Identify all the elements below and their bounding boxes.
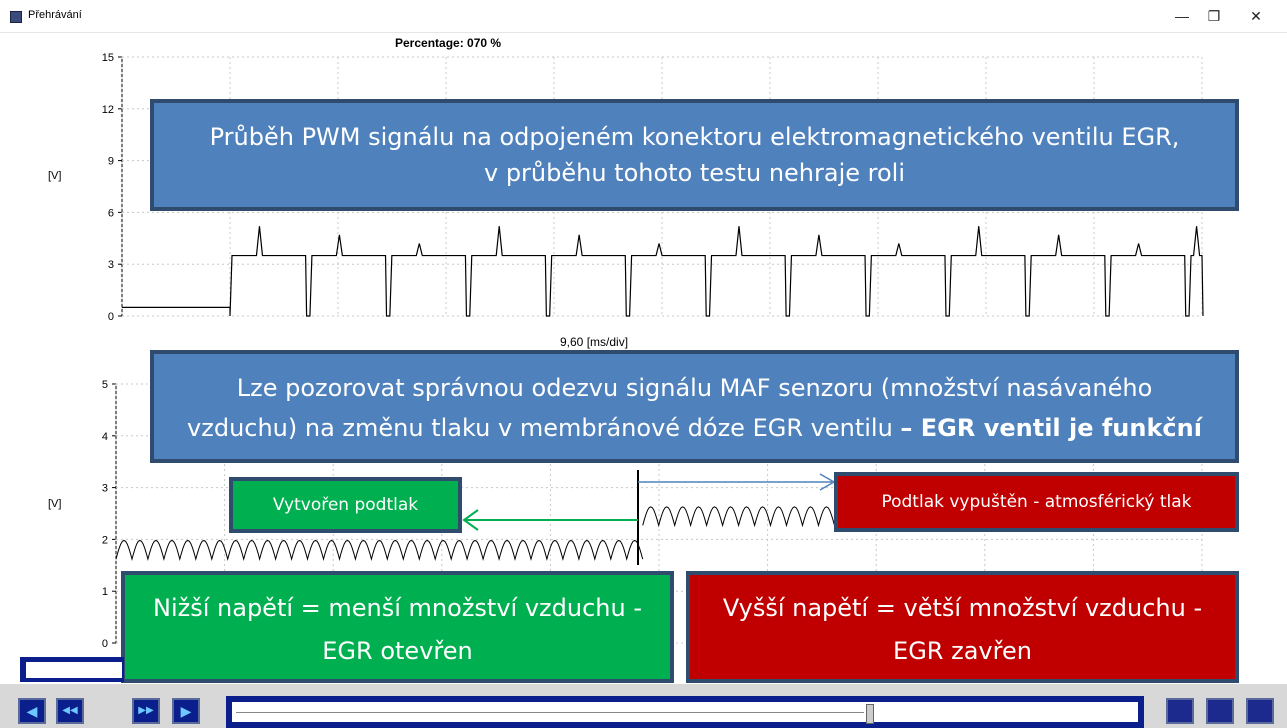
maf-note-line2-bold: – EGR ventil je funkční xyxy=(900,414,1202,442)
higher-voltage-callout xyxy=(686,571,1239,683)
lower-voltage-line1: Nižší napětí = menší množství vzduchu - xyxy=(153,594,642,622)
y-tick-label: 2 xyxy=(101,534,108,547)
y-tick-label: 3 xyxy=(107,259,114,272)
lower-voltage-callout xyxy=(121,571,674,683)
vacuum-released-callout: Podtlak vypuštěn - atmosférický tlak xyxy=(834,472,1239,532)
y-tick-label: 6 xyxy=(107,207,114,220)
pwm-note-line2: v průběhu tohoto testu nehraje roli xyxy=(483,159,906,187)
y-tick-label: 12 xyxy=(101,103,114,116)
pwm-note-line1: Průběh PWM signálu na odpojeném konektoru elektromagnetického ventilu EGR, xyxy=(209,123,1180,151)
y-tick-label: 5 xyxy=(101,379,108,391)
save-icon[interactable] xyxy=(1166,698,1194,724)
timeline-line xyxy=(236,712,864,713)
y-tick-label: 0 xyxy=(101,638,108,650)
time-per-div-label: 9,60 [ms/div] xyxy=(560,335,629,349)
y-tick-label: 0 xyxy=(107,311,114,323)
percentage-label: Percentage: 070 % xyxy=(395,36,502,50)
y-tick-label: 9 xyxy=(107,155,114,168)
y-tick-label: 3 xyxy=(101,482,108,495)
window-title: Přehrávání xyxy=(28,9,82,21)
rewind-button[interactable]: ◀ xyxy=(18,698,46,724)
fast-forward-button[interactable]: ▶▶ xyxy=(132,698,160,724)
exit-icon[interactable] xyxy=(1246,698,1274,724)
restore-button[interactable]: ❐ xyxy=(1207,8,1221,24)
y-tick-label: 4 xyxy=(101,430,108,443)
maf-note-callout xyxy=(150,350,1239,463)
lower-voltage-line2: EGR otevřen xyxy=(322,637,473,665)
mini-slider-track[interactable] xyxy=(26,662,122,678)
maf-note-line2-text: vzduchu) na změnu tlaku v membránové dóze EGR ventilu xyxy=(187,414,901,442)
higher-voltage-line1: Vyšší napětí = větší množství vzduchu - xyxy=(722,594,1203,622)
vacuum-created-callout: Vytvořen podtlak xyxy=(229,477,462,533)
maf-note-line1: Lze pozorovat správnou odezvu signálu MAF senzoru (množství nasávaného xyxy=(236,374,1153,402)
top-y-axis-label: [V] xyxy=(48,170,62,182)
timeline-thumb[interactable] xyxy=(866,704,874,724)
higher-voltage-line2: EGR zavřen xyxy=(893,637,1032,665)
fast-back-button[interactable]: ◀◀ xyxy=(56,698,84,724)
y-tick-label: 1 xyxy=(101,586,108,599)
play-button[interactable]: ▶ xyxy=(172,698,200,724)
y-tick-label: 15 xyxy=(101,52,114,64)
print-icon[interactable] xyxy=(1206,698,1234,724)
maf-note-line2 xyxy=(154,408,1235,448)
close-button[interactable]: ✕ xyxy=(1250,8,1262,24)
minimize-button[interactable]: — xyxy=(1175,8,1189,24)
bottom-y-axis-label: [V] xyxy=(48,498,62,510)
pwm-note-callout xyxy=(150,99,1239,211)
